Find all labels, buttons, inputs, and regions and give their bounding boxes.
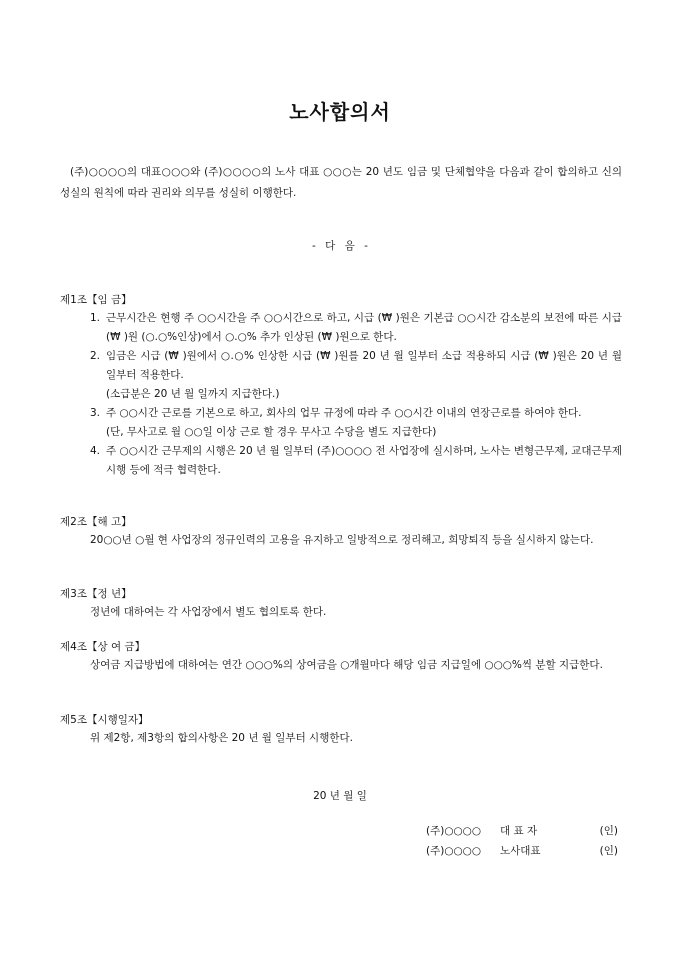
item-number: 4. [90, 445, 101, 457]
article-heading: 제3조【정 년】 [60, 588, 132, 600]
item-text: 임금은 시급 (₩ )원에서 ○.○% 인상한 시급 (₩ )원를 20 년 월 일부터 소급 적용하되 시급 (₩ )원은 20 년 월 일부터 적용한다. [106, 350, 622, 381]
item-note: (소급분은 20 년 월 일까지 지급한다.) [106, 388, 280, 400]
article-body: 정년에 대하여는 각 사업장에서 별도 협의토록 한다. [90, 606, 327, 618]
signature-role: 노사대표 [500, 845, 541, 857]
item-text: 근무시간은 현행 주 ○○시간을 주 ○○시간으로 하고, 시급 (₩ )원은 기본급 ○○시간 감소분의 보전에 따른 시급 (₩ )원 (○.○%인상)에서 ○.○% 추가 인상된 (₩ )원으로 한다. [106, 312, 622, 343]
document-title: 노사합의서 [289, 100, 391, 124]
item-number: 2. [90, 350, 101, 362]
article-body: 위 제2항, 제3항의 합의사항은 20 년 월 일부터 시행한다. [90, 732, 353, 744]
document-date: 20 년 월 일 [313, 790, 367, 802]
intro-text: (주)○○○○의 대표○○○와 (주)○○○○의 노사 대표 ○○○는 20 년도 임금 및 단체협약을 다음과 같이 합의하고 신의 성실의 원칙에 따라 권리와 의무를 성실히 이행한다. [60, 166, 622, 199]
article-3 [60, 585, 622, 622]
list-item [60, 347, 622, 385]
signature-org: (주)○○○○ [426, 845, 481, 857]
article-heading: 제4조【상 여 금】 [60, 641, 146, 653]
item-text: 주 ○○시간 근로를 기본으로 하고, 회사의 업무 규정에 따라 주 ○○시간 이내의 연장근로를 하여야 한다. [106, 407, 582, 419]
article-heading: 제1조【임 금】 [60, 294, 132, 306]
section-divider: - 다 음 - [312, 240, 368, 252]
list-item [60, 309, 622, 347]
article-1 [60, 291, 622, 480]
signature-org: (주)○○○○ [426, 825, 481, 837]
item-number: 3. [90, 407, 101, 419]
item-text: 주 ○○시간 근무제의 시행은 20 년 월 일부터 (주)○○○○ 전 사업장에 실시하며, 노사는 변형근무제, 교대근무제 시행 등에 적극 협력한다. [106, 445, 622, 476]
seal-mark: (인) [599, 825, 618, 837]
article-5 [60, 711, 622, 748]
article-body: 20○○년 ○월 현 사업장의 정규인력의 고용을 유지하고 일방적으로 정리해고, 희망퇴직 등을 실시하지 않는다. [90, 534, 594, 546]
intro-paragraph [60, 162, 622, 204]
article-4 [60, 638, 622, 675]
item-note: (단, 무사고로 월 ○○일 이상 근로 할 경우 무사고 수당을 별도 지급한다) [106, 426, 437, 438]
article-heading: 제5조【시행일자】 [60, 714, 149, 726]
list-item [60, 442, 622, 480]
signature-role: 대 표 자 [500, 825, 538, 837]
article-2 [60, 513, 622, 550]
seal-mark: (인) [599, 845, 618, 857]
article-body: 상여금 지급방법에 대하여는 연간 ○○○%의 상여금을 ○개월마다 해당 임금 지급일에 ○○○%씩 분할 지급한다. [90, 659, 603, 671]
list-item [60, 404, 622, 423]
item-number: 1. [90, 312, 101, 324]
article-heading: 제2조【해 고】 [60, 516, 132, 528]
